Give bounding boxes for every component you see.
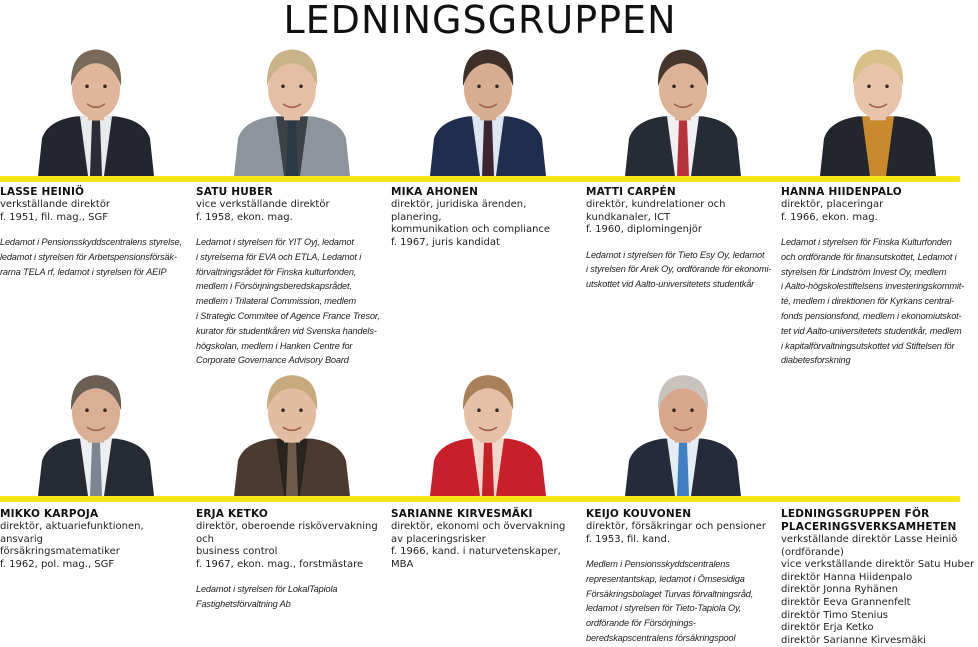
portrait-eye: [672, 408, 676, 412]
bio-line: ledamot i styrelsen för Arbetspensionsförsäk-: [0, 251, 177, 262]
role-line: vice verkställande direktör: [196, 199, 330, 210]
portrait-eye: [85, 84, 89, 88]
portrait-photo: [392, 366, 588, 496]
person-bio: [586, 248, 774, 292]
person-card: [0, 186, 188, 279]
bio-line: Ledamot i styrelsen för YIT Oyj, ledamot: [196, 237, 354, 247]
yellow-divider: [0, 496, 960, 502]
portrait-eye: [690, 408, 694, 412]
role-line: kundkanaler, ICT: [586, 211, 671, 223]
role-line: direktör, ekonomi och övervakning: [391, 521, 566, 532]
person-role: [0, 521, 188, 571]
bio-line: i styrelsen för Arek Oy, ordförande för ekonomi-: [586, 264, 772, 275]
bio-line: Ledamot i Pensionsskyddscentralens styrelse,: [0, 237, 182, 247]
person-name: MATTI CARPÉN: [586, 186, 676, 198]
portrait-eye: [690, 84, 694, 88]
bio-line: medlem i Trilateral Commission, medlem: [196, 296, 357, 307]
person-card: [196, 186, 384, 368]
person-bio: [0, 235, 188, 279]
portrait-eye: [495, 84, 499, 88]
portrait-illustration: [782, 40, 978, 176]
portrait-illustration: [587, 40, 783, 176]
group-member: direktör Hanna Hiidenpalo: [781, 571, 913, 583]
portrait-photo: [196, 366, 392, 496]
portrait-eye: [477, 408, 481, 412]
person-name: MIKA AHONEN: [391, 186, 479, 198]
portrait-photo: [392, 40, 588, 176]
portrait-tie: [677, 120, 689, 176]
portrait-tie: [90, 443, 102, 496]
portrait-photo: [196, 40, 392, 176]
group-member: direktör Sarianne Kirvesmäki: [781, 634, 926, 646]
role-line: direktör, försäkringar och pensioner: [586, 521, 767, 532]
portrait-illustration: [196, 40, 392, 176]
portrait-photo: [782, 40, 978, 176]
person-card: [196, 508, 384, 612]
portrait-eye: [477, 84, 481, 88]
portrait-photo: [0, 366, 196, 496]
bio-line: Corporate Governance Advisory Board: [196, 355, 349, 366]
person-name: MIKKO KARPOJA: [0, 508, 99, 520]
person-role: [196, 199, 384, 224]
group-member: direktör Eeva Grannenfelt: [781, 596, 911, 608]
bio-line: i Aalto-högskolestiftelsens investeringskommit-: [781, 281, 965, 292]
portrait-eye: [103, 84, 107, 88]
portrait-eye: [103, 408, 107, 412]
portrait-tie: [677, 443, 689, 496]
role-line: direktör, kundrelationer och: [586, 199, 726, 210]
person-card: [781, 186, 969, 368]
bio-line: och ordförande för finansutskottet, Ledamot i: [781, 251, 957, 262]
role-line: kommunikation och compliance: [391, 224, 551, 235]
bio-line: beredskapscentralens försäkringspool: [586, 632, 736, 643]
portrait-eye: [85, 408, 89, 412]
person-name: KEIJO KOUVONEN: [586, 508, 692, 520]
group-member: (ordförande): [781, 546, 844, 558]
role-line: f. 1966, ekon. mag.: [781, 211, 878, 223]
bio-line: Ledamot i styrelsen för Tieto Esy Oy, ledamot: [586, 249, 765, 260]
role-line: av placeringsrisker: [391, 533, 486, 545]
portrait-strip-1: [0, 40, 960, 176]
portrait-illustration: [0, 366, 196, 496]
portrait-eye: [281, 408, 285, 412]
person-role: [781, 199, 969, 224]
portrait-eye: [867, 84, 871, 88]
portrait-eye: [299, 408, 303, 412]
bio-line: Medlem i Pensionsskyddscentralens: [586, 559, 730, 569]
investment-group-card: [781, 508, 975, 647]
portrait-illustration: [0, 40, 196, 176]
portrait-eye: [495, 408, 499, 412]
role-line: f. 1951, fil. mag., SGF: [0, 211, 108, 223]
bio-line: kurator för studentkåren vid Svenska handels-: [196, 325, 377, 336]
portrait-illustration: [392, 366, 588, 496]
person-card: [391, 508, 579, 571]
portrait-tie: [286, 443, 298, 496]
portrait-tie: [872, 120, 884, 176]
bio-line: utskottet vid Aalto-universitetets studentkår: [586, 279, 755, 290]
person-role: [0, 199, 188, 224]
portrait-tie: [482, 120, 494, 176]
role-line: business control: [196, 546, 278, 557]
role-line: f. 1958, ekon. mag.: [196, 211, 293, 223]
portrait-photo: [587, 40, 783, 176]
bio-line: Ledamot i styrelsen för LokalTapiola: [196, 584, 338, 594]
page-title: LEDNINGSGRUPPEN: [283, 0, 677, 42]
role-line: direktör, aktuariefunktionen, ansvarig: [0, 521, 144, 545]
bio-line: representantskap, ledamot i Ömsesidiga: [586, 573, 745, 584]
person-name: SATU HUBER: [196, 186, 273, 198]
bio-line: i Strategic Commitee of Agence France Tresor,: [196, 310, 380, 321]
person-bio: [586, 557, 774, 646]
person-name: HANNA HIIDENPALO: [781, 186, 902, 198]
person-bio: [196, 582, 384, 612]
person-role: [196, 521, 384, 571]
bio-line: högskolan, medlem i Hanken Centre for: [196, 340, 353, 351]
person-role: [391, 199, 579, 249]
person-card: [586, 186, 774, 292]
role-line: f. 1966, kand. i naturvetenskaper, MBA: [391, 546, 561, 570]
person-card: [586, 508, 774, 646]
bio-line: i kapitalförvaltningsutskottet vid Stiftelsen för: [781, 340, 955, 351]
bio-line: styrelsen för Lindström Invest Oy, medlem: [781, 266, 947, 277]
portrait-illustration: [392, 40, 588, 176]
role-line: f. 1960, diplomingenjör: [586, 224, 703, 235]
bio-line: förvaltningsrådet för Finska kulturfonden,: [196, 266, 357, 277]
portrait-photo: [0, 40, 196, 176]
group-member: direktör Jonna Ryhänen: [781, 584, 898, 596]
person-bio: [781, 235, 969, 368]
role-line: direktör, juridiska ärenden, planering,: [391, 199, 527, 223]
portrait-tie: [90, 120, 102, 176]
person-role: [586, 199, 774, 237]
role-line: försäkringsmatematiker: [0, 546, 120, 557]
person-card: [0, 508, 188, 571]
bio-line: ordförande för Försörjnings-: [586, 618, 696, 629]
portrait-illustration: [587, 366, 783, 496]
person-card: [391, 186, 579, 249]
role-line: direktör, oberoende riskövervakning och: [196, 521, 378, 545]
bio-line: tet vid Aalto-universitetets studentkår, medlem: [781, 325, 962, 336]
group-title-line-2: PLACERINGSVERKSAMHETEN: [781, 521, 957, 533]
yellow-divider: [0, 176, 960, 182]
portrait-eye: [281, 84, 285, 88]
bio-line: medlem i Försörjningsberedskapsrådet,: [196, 281, 352, 292]
group-member: direktör Timo Stenius: [781, 609, 888, 621]
role-line: verkställande direktör: [0, 199, 111, 210]
bio-line: rarna TELA rf, ledamot i styrelsen för AEIP: [0, 266, 167, 277]
bio-line: diabetesforskning: [781, 355, 851, 366]
bio-line: Ledamot i styrelsen för Finska Kulturfonden: [781, 237, 952, 247]
person-role: [586, 521, 774, 546]
group-member-list: [781, 534, 975, 647]
bio-line: fonds pensionsfond, medlem i ekonomiutskot-: [781, 310, 962, 321]
person-bio: [196, 235, 384, 368]
group-member: direktör Erja Ketko: [781, 622, 874, 634]
bio-line: té, medlem i direktionen för Kyrkans central-: [781, 296, 954, 307]
portrait-tie: [482, 443, 494, 496]
person-name: ERJA KETKO: [196, 508, 269, 520]
portrait-tie: [286, 120, 298, 176]
group-member: verkställande direktör Lasse Heiniö: [781, 534, 958, 545]
portrait-eye: [672, 84, 676, 88]
portrait-strip-2: [0, 366, 960, 496]
person-name: SARIANNE KIRVESMÄKI: [391, 508, 533, 520]
portrait-photo: [587, 366, 783, 496]
portrait-illustration: [196, 366, 392, 496]
portrait-eye: [299, 84, 303, 88]
group-title-line-1: LEDNINGSGRUPPEN FÖR: [781, 508, 930, 520]
person-role: [391, 521, 579, 571]
role-line: f. 1953, fil. kand.: [586, 533, 670, 545]
bio-line: Fastighetsförvaltning Ab: [196, 598, 291, 609]
bio-line: ledamot i styrelsen för Tieto-Tapiola Oy,: [586, 603, 742, 614]
role-line: f. 1962, pol. mag., SGF: [0, 558, 115, 570]
role-line: direktör, placeringar: [781, 199, 884, 210]
portrait-eye: [885, 84, 889, 88]
bio-line: i styrelserna för EVA och ETLA, Ledamot i: [196, 251, 362, 262]
role-line: f. 1967, juris kandidat: [391, 236, 500, 248]
role-line: f. 1967, ekon. mag., forstmästare: [196, 558, 364, 570]
group-member: vice verkställande direktör Satu Huber: [781, 559, 975, 571]
person-name: LASSE HEINIÖ: [0, 186, 85, 198]
bio-line: Försäkringsbolaget Turvas förvaltningsråd,: [586, 588, 754, 599]
